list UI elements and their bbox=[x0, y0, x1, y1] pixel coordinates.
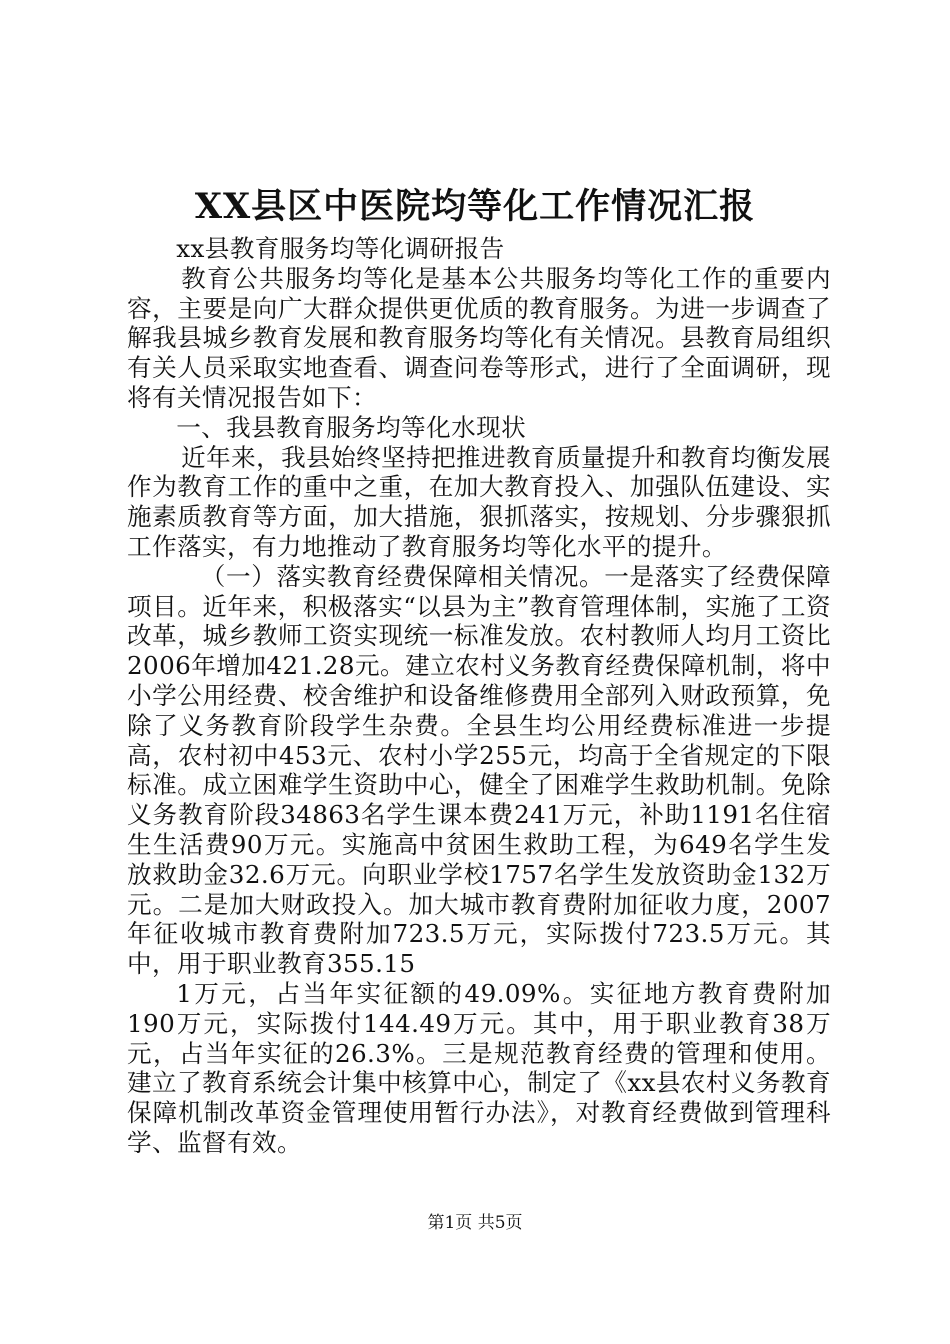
paragraph-funding-continued: 1万元，占当年实征额的49.09%。实征地方教育费附加190万元，实际拨付144.49万元。其中，用于职业教育38万元，占当年实征的26.3%。三是规范教育经费的管理和使用。建立了教育系统会计集中核算中心，制定了《xx县农村义务教育保障机制改革资金管理使用暂行办法》，对教育经费做到管理科学、监督有效。 bbox=[127, 978, 831, 1157]
paragraph-funding: （一）落实教育经费保障相关情况。一是落实了经费保障项目。近年来，积极落实“以县为主”教育管理体制，实施了工资改革，城乡教师工资实现统一标准发放。农村教师人均月工资比2006年增加421.28元。建立农村义务教育经费保障机制，将中小学公用经费、校舍维护和设备维修费用全部列入财政预算，免除了义务教育阶段学生杂费。全县生均公用经费标准进一步提高，农村初中453元、农村小学255元，均高于全省规定的下限标准。成立困难学生资助中心，健全了困难学生救助机制。免除义务教育阶段34863名学生课本费241万元，补助1191名住宿生生活费90万元。实施高中贫困生救助工程，为649名学生发放救助金32.6万元。向职业学校1757名学生发放资助金132万元。二是加大财政投入。加大城市教育费附加征收力度，2007年征收城市教育费附加723.5万元，实际拨付723.5万元。其中，用于职业教育355.15 bbox=[127, 561, 831, 979]
document-body bbox=[127, 234, 831, 1158]
document-title: XX县区中医院均等化工作情况汇报 bbox=[194, 186, 756, 227]
paragraph-intro: 教育公共服务均等化是基本公共服务均等化工作的重要内容，主要是向广大群众提供更优质的教育服务。为进一步调查了解我县城乡教育发展和教育服务均等化有关情况。县教育局组织有关人员采取实地查看、调查问卷等形式，进行了全面调研，现将有关情况报告如下： bbox=[127, 263, 831, 412]
section-heading: 一、我县教育服务均等化水现状 bbox=[176, 412, 527, 442]
page-footer: 第1页 共5页 bbox=[427, 1213, 523, 1233]
paragraph-overview: 近年来，我县始终坚持把推进教育质量提升和教育均衡发展作为教育工作的重中之重，在加大教育投入、加强队伍建设、实施素质教育等方面，加大措施，狠抓落实，按规划、分步骤狠抓工作落实，有力地推动了教育服务均等化水平的提升。 bbox=[127, 442, 831, 561]
report-subtitle: xx县教育服务均等化调研报告 bbox=[176, 234, 505, 263]
